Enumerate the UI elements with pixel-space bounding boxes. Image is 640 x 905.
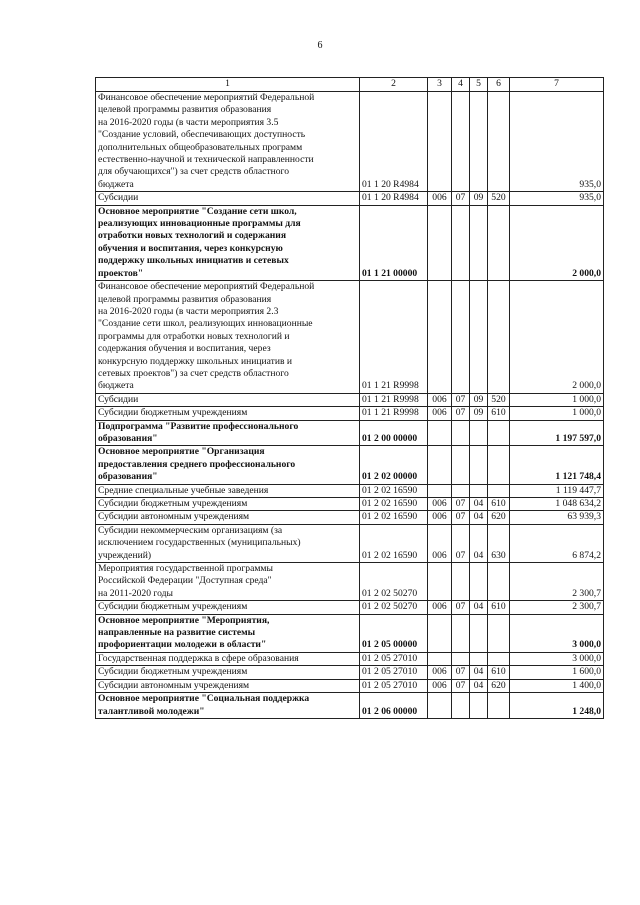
row-col3 <box>428 281 452 394</box>
row-col3: 006 <box>428 393 452 406</box>
row-amount: 1 000,0 <box>510 407 604 420</box>
row-col3: 006 <box>428 524 452 562</box>
row-col5: 04 <box>470 679 488 692</box>
row-col6: 610 <box>488 666 510 679</box>
row-col3 <box>428 484 452 497</box>
row-name: Субсидии <box>96 192 360 205</box>
row-col4 <box>452 614 470 652</box>
table-row <box>96 484 604 497</box>
row-amount: 1 248,0 <box>510 693 604 719</box>
row-col4 <box>452 563 470 601</box>
row-name: Финансовое обеспечение мероприятий Федеральной целевой программы развития образования на 2016-2020 годы (в части мероприятия 3.5 "Создание условий, обеспечивающих доступность дополнительных общеобразовательных программ естественно-научной и технической направленности для обучающихся") за счет средств областного бюджета <box>96 92 360 192</box>
row-col4 <box>452 693 470 719</box>
row-col3 <box>428 205 452 280</box>
row-code: 01 2 05 00000 <box>360 614 428 652</box>
table-row <box>96 693 604 719</box>
row-name: Субсидии бюджетным учреждениям <box>96 407 360 420</box>
row-col5: 04 <box>470 511 488 524</box>
row-col5 <box>470 693 488 719</box>
table-row <box>96 563 604 601</box>
row-name: Основное мероприятие "Организация предоставления среднего профессионального образования" <box>96 446 360 484</box>
row-col4 <box>452 652 470 665</box>
row-code: 01 1 21 00000 <box>360 205 428 280</box>
row-name: Основное мероприятие "Создание сети школ, реализующих инновационные программы для отработки новых технологий и содержания обучения и воспитания, через конкурсную поддержку школьных инициатив и сетевых проектов" <box>96 205 360 280</box>
row-name: Субсидии бюджетным учреждениям <box>96 498 360 511</box>
table-row <box>96 205 604 280</box>
row-code: 01 2 05 27010 <box>360 666 428 679</box>
row-code: 01 2 02 16590 <box>360 498 428 511</box>
row-col5: 09 <box>470 393 488 406</box>
row-code: 01 2 06 00000 <box>360 693 428 719</box>
row-col3: 006 <box>428 601 452 614</box>
row-col4 <box>452 281 470 394</box>
row-col6 <box>488 614 510 652</box>
row-col5 <box>470 281 488 394</box>
row-code: 01 2 05 27010 <box>360 679 428 692</box>
header-row <box>96 78 604 92</box>
row-col3: 006 <box>428 407 452 420</box>
row-name: Субсидии автономным учреждениям <box>96 511 360 524</box>
column-header: 4 <box>452 78 470 92</box>
table-row <box>96 446 604 484</box>
row-amount: 1 048 634,2 <box>510 498 604 511</box>
row-col4 <box>452 484 470 497</box>
row-col4: 07 <box>452 601 470 614</box>
row-col6 <box>488 693 510 719</box>
row-code: 01 2 05 27010 <box>360 652 428 665</box>
table-row <box>96 281 604 394</box>
row-code: 01 1 20 R4984 <box>360 192 428 205</box>
row-amount: 935,0 <box>510 192 604 205</box>
row-name: Мероприятия государственной программы Российской Федерации "Доступная среда" на 2011-2020 годы <box>96 563 360 601</box>
row-col3: 006 <box>428 192 452 205</box>
row-col6 <box>488 205 510 280</box>
row-col3: 006 <box>428 511 452 524</box>
row-col6 <box>488 446 510 484</box>
row-col6: 610 <box>488 407 510 420</box>
row-name: Основное мероприятие "Мероприятия, направленные на развитие системы профориентации молодежи в области" <box>96 614 360 652</box>
table-row <box>96 393 604 406</box>
row-amount: 1 121 748,4 <box>510 446 604 484</box>
row-code: 01 2 02 50270 <box>360 563 428 601</box>
row-name: Основное мероприятие "Социальная поддержка талантливой молодежи" <box>96 693 360 719</box>
row-code: 01 2 02 00000 <box>360 446 428 484</box>
row-col4 <box>452 92 470 192</box>
row-col6 <box>488 563 510 601</box>
row-col4 <box>452 420 470 446</box>
row-col5: 04 <box>470 498 488 511</box>
row-col6: 610 <box>488 498 510 511</box>
row-col6 <box>488 652 510 665</box>
row-col4: 07 <box>452 407 470 420</box>
row-amount: 2 000,0 <box>510 281 604 394</box>
row-amount: 1 600,0 <box>510 666 604 679</box>
table-row <box>96 511 604 524</box>
row-code: 01 2 02 16590 <box>360 511 428 524</box>
row-code: 01 2 00 00000 <box>360 420 428 446</box>
row-name: Финансовое обеспечение мероприятий Федеральной целевой программы развития образования на 2016-2020 годы (в части мероприятия 2.3 "Создание сети школ, реализующих инновационные программы для отработки новых технологий и содержания обучения и воспитания, через конкурсную поддержку школьных инициатив и сетевых проектов") за счет средств областного бюджета <box>96 281 360 394</box>
table-row <box>96 420 604 446</box>
row-col5 <box>470 92 488 192</box>
column-header: 2 <box>360 78 428 92</box>
row-amount: 935,0 <box>510 92 604 192</box>
table-row <box>96 192 604 205</box>
table-row <box>96 407 604 420</box>
column-header: 7 <box>510 78 604 92</box>
table-body <box>96 92 604 719</box>
row-col6 <box>488 484 510 497</box>
row-amount: 3 000,0 <box>510 614 604 652</box>
row-col6 <box>488 281 510 394</box>
row-name: Субсидии бюджетным учреждениям <box>96 666 360 679</box>
row-col6 <box>488 92 510 192</box>
table-row <box>96 498 604 511</box>
row-col5 <box>470 484 488 497</box>
row-name: Средние специальные учебные заведения <box>96 484 360 497</box>
row-code: 01 2 02 16590 <box>360 484 428 497</box>
row-name: Подпрограмма "Развитие профессионального образования" <box>96 420 360 446</box>
row-code: 01 1 21 R9998 <box>360 407 428 420</box>
column-header: 5 <box>470 78 488 92</box>
row-col3 <box>428 446 452 484</box>
row-col4: 07 <box>452 666 470 679</box>
row-amount: 2 000,0 <box>510 205 604 280</box>
table-row <box>96 652 604 665</box>
row-amount: 6 874,2 <box>510 524 604 562</box>
row-name: Субсидии <box>96 393 360 406</box>
table-row <box>96 679 604 692</box>
budget-table <box>95 77 604 719</box>
row-col3 <box>428 614 452 652</box>
row-col3: 006 <box>428 666 452 679</box>
row-col3 <box>428 563 452 601</box>
row-col6: 630 <box>488 524 510 562</box>
row-amount: 1 197 597,0 <box>510 420 604 446</box>
row-col6: 520 <box>488 393 510 406</box>
row-name: Государственная поддержка в сфере образования <box>96 652 360 665</box>
row-amount: 2 300,7 <box>510 563 604 601</box>
row-col3 <box>428 652 452 665</box>
table-row <box>96 92 604 192</box>
row-col4: 07 <box>452 524 470 562</box>
row-amount: 1 000,0 <box>510 393 604 406</box>
row-amount: 1 119 447,7 <box>510 484 604 497</box>
table-row <box>96 666 604 679</box>
row-name: Субсидии некоммерческим организациям (за исключением государственных (муниципальных) учреждений) <box>96 524 360 562</box>
table-row <box>96 601 604 614</box>
row-amount: 1 400,0 <box>510 679 604 692</box>
row-col3: 006 <box>428 679 452 692</box>
page-number: 6 <box>317 40 323 51</box>
row-col5: 04 <box>470 524 488 562</box>
row-name: Субсидии автономным учреждениям <box>96 679 360 692</box>
row-code: 01 2 02 50270 <box>360 601 428 614</box>
row-col4: 07 <box>452 511 470 524</box>
row-col5 <box>470 563 488 601</box>
table-row <box>96 524 604 562</box>
row-col6: 520 <box>488 192 510 205</box>
row-col3 <box>428 693 452 719</box>
row-col5 <box>470 614 488 652</box>
row-col3 <box>428 420 452 446</box>
row-amount: 3 000,0 <box>510 652 604 665</box>
row-col5 <box>470 652 488 665</box>
row-col4: 07 <box>452 679 470 692</box>
table-row <box>96 614 604 652</box>
row-col5: 09 <box>470 192 488 205</box>
row-col6: 620 <box>488 511 510 524</box>
row-col3: 006 <box>428 498 452 511</box>
row-col6 <box>488 420 510 446</box>
column-header: 1 <box>96 78 360 92</box>
row-code: 01 1 20 R4984 <box>360 92 428 192</box>
row-name: Субсидии бюджетным учреждениям <box>96 601 360 614</box>
row-col4: 07 <box>452 192 470 205</box>
row-col6: 610 <box>488 601 510 614</box>
row-col5 <box>470 446 488 484</box>
row-col4 <box>452 205 470 280</box>
row-code: 01 1 21 R9998 <box>360 393 428 406</box>
row-amount: 63 939,3 <box>510 511 604 524</box>
column-header: 6 <box>488 78 510 92</box>
row-col5: 04 <box>470 666 488 679</box>
row-col3 <box>428 92 452 192</box>
row-code: 01 2 02 16590 <box>360 524 428 562</box>
row-col5 <box>470 420 488 446</box>
row-col6: 620 <box>488 679 510 692</box>
row-code: 01 1 21 R9998 <box>360 281 428 394</box>
row-col4: 07 <box>452 393 470 406</box>
row-col4 <box>452 446 470 484</box>
row-amount: 2 300,7 <box>510 601 604 614</box>
row-col5: 09 <box>470 407 488 420</box>
row-col4: 07 <box>452 498 470 511</box>
row-col5 <box>470 205 488 280</box>
column-header: 3 <box>428 78 452 92</box>
row-col5: 04 <box>470 601 488 614</box>
